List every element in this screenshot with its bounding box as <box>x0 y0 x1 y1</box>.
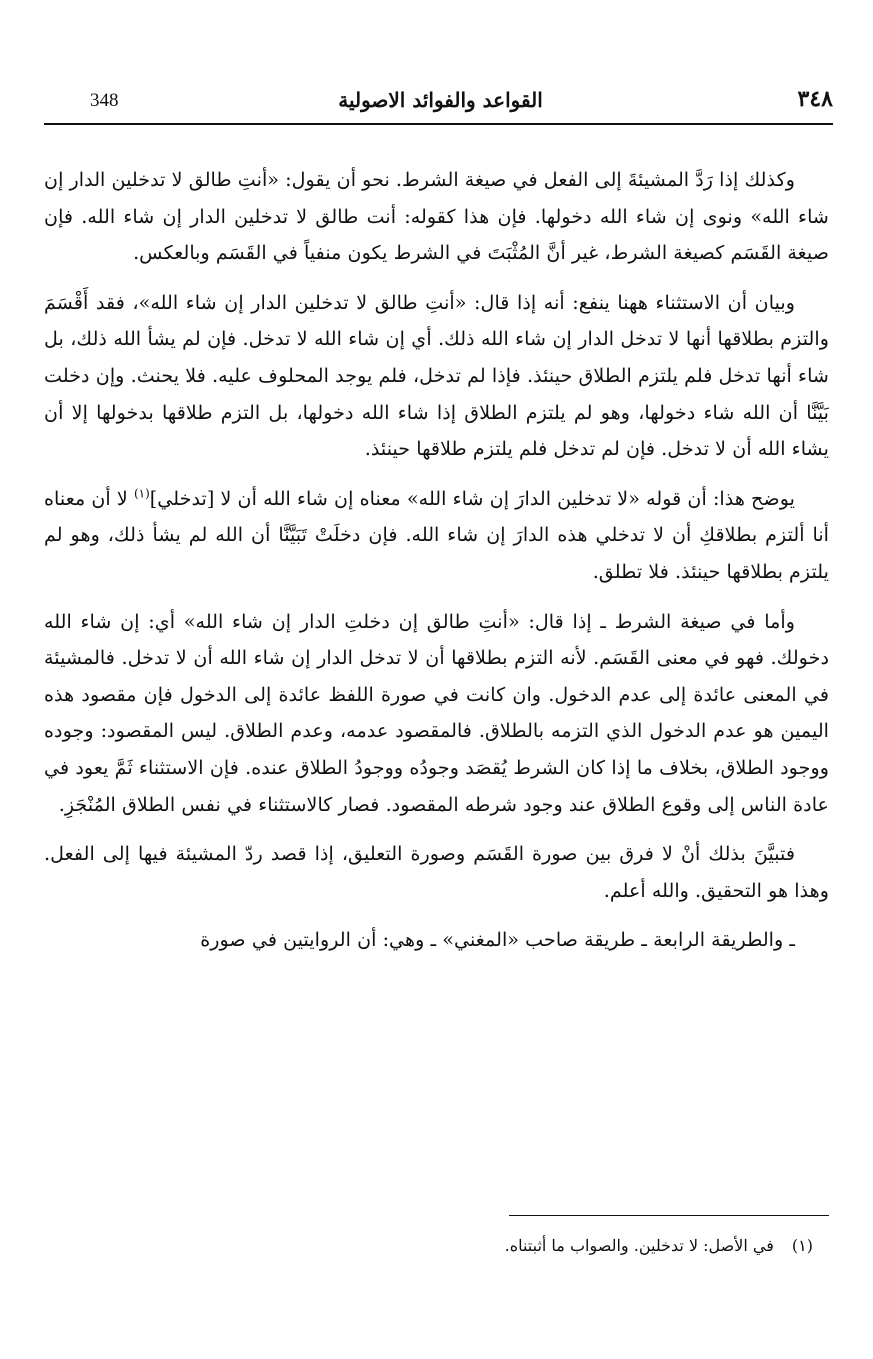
paragraph-3 <box>44 481 829 591</box>
paragraph-3-rest: لا أن معناه أنا ألتزم بطلاقكِ أن لا تدخلي هذه الدارَ إن شاء الله. فإن دخلَتْ تَبَيَّنَّا أن الله لم يشأ ذلك، وهو لم يلتزم بطلاقها حينئذ. فلا تطلق. <box>44 486 829 583</box>
paragraph-1: وكذلك إذا رَدَّ المشيئةَ إلى الفعل في صيغة الشرط. نحو أن يقول: «أنتِ طالق لا تدخلين الدار إن شاء الله» ونوى إن شاء الله دخولها. فإن هذا كقوله: أنت طالق لا تدخلين الدار إن شاء الله. فإن صيغة القَسَم كصيغة الشرط، غير أنَّ المُثْبَتَ في الشرط يكون منفياً في القَسَم وبالعكس. <box>44 168 829 265</box>
footnote-rule <box>509 1215 829 1216</box>
footnote-number: (١) <box>791 1236 813 1255</box>
footnote-text: في الأصل: لا تدخلين. والصواب ما أثبتناه. <box>504 1236 774 1255</box>
paragraph-5: فتبيَّنَ بذلك أنْ لا فرق بين صورة القَسَم وصورة التعليق، إذا قصد ردّ المشيئة فيها إلى الفعل. وهذا هو التحقيق. والله أعلم. <box>44 842 829 902</box>
footnote <box>44 1234 813 1258</box>
page-number-latin: 348 <box>90 90 119 111</box>
footnote-reference[interactable]: (١) <box>133 486 150 501</box>
paragraph-2: وبيان أن الاستثناء ههنا ينفع: أنه إذا قال: «أنتِ طالق لا تدخلين الدار إن شاء الله»، فقد أَقْسَمَ والتزم بطلاقها أنها لا تدخل الدار إن شاء الله ذلك. أي إن شاء الله لا تدخل. فإن لم يشأ الله ذلك، بل شاء أنها تدخل فلم يلتزم الطلاق حينئذ. فإذا لم تدخل، فلم يوجد المحلوف عليه. فلا يحنث. وإن دخلت بَيَّنَّا أن الله شاء دخولها، وهو لم يلتزم الطلاق إذا شاء الله دخولها، بل التزم طلاقها بدخولها إلا أن يشاء الله أن لا تدخل. فإن لم تدخل فلم يلتزم طلاقها حينئذ. <box>44 290 829 461</box>
page-number-arabic: ٣٤٨ <box>797 86 833 112</box>
header-rule <box>44 123 833 125</box>
paragraph-6: ـ والطريقة الرابعة ـ طريقة صاحب «المغني» ـ وهي: أن الروايتين في صورة <box>200 928 795 952</box>
paragraph-4: وأما في صيغة الشرط ـ إذا قال: «أنتِ طالق إن دخلتِ الدار إن شاء الله» أي: إن شاء الله دخولك. فهو في معنى القَسَم. لأنه التزم بطلاقها أن لا تدخل الدار إن شاء الله أن لا تدخل. فالمشيئة في المعنى عائدة إلى عدم الدخول. وان كانت في صورة اللفظ عائدة إلى الدخول فإن مقصود هذه اليمين هو عدم الدخول الذي التزمه بالطلاق. فالمقصود عدمه، وعدم الطلاق. ليس المقصود: وجوده ووجود الطلاق، بخلاف ما إذا كان الشرط يُقصَد وجودُه ووجودُ الطلاق عنده. فإن الاستثناء ثَمَّ يعود في عادة الناس إلى وقوع الطلاق عند وجود شرطه المقصود. فصار كالاستثناء في نفس الطلاق المُنْجَزِ. <box>44 609 829 816</box>
paragraph-3-start: يوضح هذا: أن قوله «لا تدخلين الدارَ إن شاء الله» معناه إن شاء الله أن لا [تدخلي] <box>149 486 795 510</box>
running-title: القواعد والفوائد الاصولية <box>338 88 543 112</box>
main-text <box>44 162 829 972</box>
page-header <box>48 86 833 122</box>
